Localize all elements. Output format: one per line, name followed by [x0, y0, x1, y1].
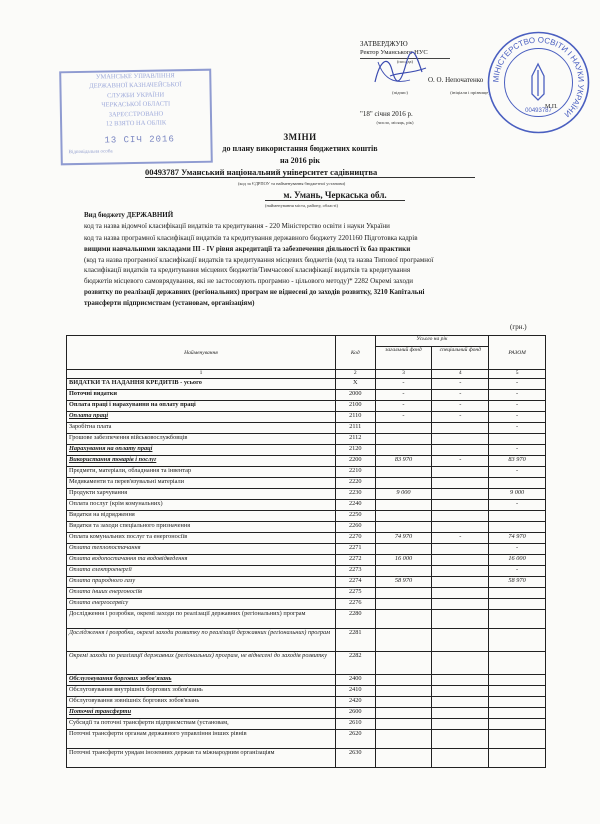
- position-caption: (посада): [396, 59, 414, 65]
- table-row: [67, 610, 546, 629]
- row-code: 2112: [335, 434, 375, 445]
- row-name: Грошове забезпечення військовослужбовців: [67, 434, 336, 445]
- row-special-fund: [432, 588, 489, 599]
- stamp-line: 12 ВЗЯТО НА ОБЛІК: [105, 119, 167, 128]
- row-special-fund: -: [432, 456, 489, 467]
- body-line: (код та назва програмної класифікації видатків та кредитування місцевих бюджетів (код та назва Типової програмної: [84, 256, 434, 264]
- row-general-fund: -: [375, 390, 432, 401]
- row-total: [489, 434, 546, 445]
- row-general-fund: 58 970: [375, 577, 432, 588]
- approval-heading: ЗАТВЕРДЖУЮ: [360, 40, 408, 48]
- row-total: [489, 522, 546, 533]
- index-cell: 3: [375, 370, 432, 379]
- row-general-fund: 74 970: [375, 533, 432, 544]
- row-total: -: [489, 544, 546, 555]
- body-line: код та назва програмної класифікації видатків та кредитування державного бюджету 2201160 Підготовка кадрів: [84, 234, 418, 242]
- row-special-fund: -: [432, 533, 489, 544]
- row-special-fund: [432, 500, 489, 511]
- col-header-name: Найменування: [67, 336, 336, 370]
- row-total: [489, 749, 546, 768]
- table-row: [67, 629, 546, 652]
- row-general-fund: [375, 500, 432, 511]
- table-row: [67, 533, 546, 544]
- row-name: Продукти харчування: [67, 489, 336, 500]
- table-row: [67, 749, 546, 768]
- table-row: [67, 478, 546, 489]
- row-special-fund: [432, 544, 489, 555]
- row-name: Дослідження і розробки, окремі заходи розвитку по реалізації державних (регіональних) програм: [67, 629, 336, 652]
- row-total: 74 970: [489, 533, 546, 544]
- body-line: код та назва відомчої класифікації видатків та кредитування - 220 Міністерство освіти і науки України: [84, 222, 390, 230]
- row-code: 2000: [335, 390, 375, 401]
- signature-caption: (підпис): [392, 90, 408, 95]
- row-code: 2230: [335, 489, 375, 500]
- table-row: [67, 434, 546, 445]
- table-row: [67, 730, 546, 749]
- row-total: -: [489, 467, 546, 478]
- stamp-line: ДЕРЖАВНОЇ КАЗНАЧЕЙСЬКОЇ: [89, 81, 182, 91]
- row-name: Використання товарів і послуг: [67, 456, 336, 467]
- row-special-fund: -: [432, 412, 489, 423]
- body-line: вищими навчальними закладами ІІІ - ІV рівня акредитації та забезпечення діяльності їх баз практики: [84, 245, 411, 253]
- row-total: 9 000: [489, 489, 546, 500]
- row-total: 83 970: [489, 456, 546, 467]
- row-general-fund: [375, 610, 432, 629]
- row-special-fund: [432, 434, 489, 445]
- col-header-code: Код: [335, 336, 375, 370]
- row-general-fund: 16 000: [375, 555, 432, 566]
- index-row: [67, 370, 546, 379]
- row-code: 2111: [335, 423, 375, 434]
- row-total: [489, 719, 546, 730]
- stamp-line: СЛУЖБИ УКРАЇНИ: [107, 91, 165, 100]
- row-total: 58 970: [489, 577, 546, 588]
- row-special-fund: [432, 719, 489, 730]
- index-cell: 5: [489, 370, 546, 379]
- row-code: 2620: [335, 730, 375, 749]
- row-special-fund: [432, 686, 489, 697]
- table-body: [67, 379, 546, 768]
- table-row: [67, 577, 546, 588]
- stamp-line: ЗАРЕЄСТРОВАНО: [108, 110, 164, 119]
- seal-mark: М.П.: [545, 104, 558, 110]
- row-total: [489, 599, 546, 610]
- row-total: [489, 708, 546, 719]
- row-total: 16 000: [489, 555, 546, 566]
- row-name: Поточні видатки: [67, 390, 336, 401]
- row-total: [489, 652, 546, 675]
- row-special-fund: [432, 445, 489, 456]
- row-general-fund: [375, 749, 432, 768]
- approval-position: Ректор Уманського НУС: [360, 49, 450, 59]
- row-code: 2110: [335, 412, 375, 423]
- col-header-total: РАЗОМ: [489, 336, 546, 370]
- row-name: Обслуговування зовнішніх боргових зобов'язань: [67, 697, 336, 708]
- table-row: [67, 652, 546, 675]
- row-name: Оплата праці: [67, 412, 336, 423]
- index-cell: 1: [67, 370, 336, 379]
- row-name: Видатки та заходи спеціального призначення: [67, 522, 336, 533]
- row-code: 2220: [335, 478, 375, 489]
- row-code: 2282: [335, 652, 375, 675]
- table-row: [67, 500, 546, 511]
- row-special-fund: [432, 566, 489, 577]
- row-general-fund: [375, 719, 432, 730]
- row-total: -: [489, 445, 546, 456]
- row-name: ВИДАТКИ ТА НАДАННЯ КРЕДИТІВ - усього: [67, 379, 336, 390]
- table-row: [67, 675, 546, 686]
- table-row: [67, 708, 546, 719]
- row-special-fund: [432, 629, 489, 652]
- org-caption: (код за ЄДРПОУ та найменування бюджетної установи): [238, 181, 346, 186]
- row-name: Нарахування на оплату праці: [67, 445, 336, 456]
- row-special-fund: [432, 489, 489, 500]
- row-total: -: [489, 390, 546, 401]
- table-row: [67, 489, 546, 500]
- row-name: Обслуговування внутрішніх боргових зобов'язань: [67, 686, 336, 697]
- row-name: Оплата теплопостачання: [67, 544, 336, 555]
- row-special-fund: [432, 652, 489, 675]
- row-total: [489, 697, 546, 708]
- table-row: [67, 379, 546, 390]
- row-general-fund: 9 000: [375, 489, 432, 500]
- table-row: [67, 401, 546, 412]
- row-general-fund: [375, 423, 432, 434]
- budget-table: [66, 335, 546, 768]
- row-name: Медикаменти та перев'язувальні матеріали: [67, 478, 336, 489]
- doc-subtitle: до плану використання бюджетних коштів: [222, 144, 378, 153]
- row-special-fund: -: [432, 401, 489, 412]
- table-row: [67, 522, 546, 533]
- row-general-fund: [375, 686, 432, 697]
- row-general-fund: [375, 522, 432, 533]
- row-general-fund: [375, 588, 432, 599]
- row-special-fund: [432, 730, 489, 749]
- row-special-fund: [432, 555, 489, 566]
- row-name: Субсидії та поточні трансферти підприємствам (установам,: [67, 719, 336, 730]
- row-code: 2274: [335, 577, 375, 588]
- row-name: Оплата інших енергоносіїв: [67, 588, 336, 599]
- table-row: [67, 555, 546, 566]
- row-code: Х: [335, 379, 375, 390]
- body-line: класифікації видатків та кредитування місцевих бюджетів/Тимчасової класифікації видатків та кредитування: [84, 266, 411, 274]
- row-special-fund: [432, 522, 489, 533]
- signature-image: [370, 50, 430, 90]
- row-special-fund: [432, 478, 489, 489]
- doc-heading: ЗМІНИ: [283, 132, 317, 142]
- row-general-fund: [375, 445, 432, 456]
- row-general-fund: [375, 566, 432, 577]
- row-total: [489, 629, 546, 652]
- body-line: розвитку по реалізації державних (регіональних) програм не віднесені до заходів розвитку, 3210 Капітальні: [84, 288, 425, 296]
- row-special-fund: [432, 708, 489, 719]
- row-code: 2250: [335, 511, 375, 522]
- row-code: 2410: [335, 686, 375, 697]
- row-special-fund: [432, 577, 489, 588]
- date-caption: (число, місяць, рік): [376, 120, 414, 125]
- row-code: 2630: [335, 749, 375, 768]
- row-special-fund: -: [432, 379, 489, 390]
- row-special-fund: [432, 423, 489, 434]
- row-code: 2273: [335, 566, 375, 577]
- body-line: трансферти підприємствам (установам, організаціям): [84, 299, 255, 307]
- table-row: [67, 445, 546, 456]
- table-row: [67, 566, 546, 577]
- table-row: [67, 719, 546, 730]
- row-code: 2100: [335, 401, 375, 412]
- row-code: 2276: [335, 599, 375, 610]
- row-name: Заробітна плата: [67, 423, 336, 434]
- row-code: 2610: [335, 719, 375, 730]
- row-total: [489, 610, 546, 629]
- row-general-fund: -: [375, 379, 432, 390]
- row-name: Оплата енергосервісу: [67, 599, 336, 610]
- row-total: [489, 478, 546, 489]
- row-code: 2270: [335, 533, 375, 544]
- row-general-fund: -: [375, 401, 432, 412]
- round-seal: [486, 30, 591, 135]
- row-special-fund: -: [432, 390, 489, 401]
- row-name: Оплата послуг (крім комунальних): [67, 500, 336, 511]
- table-row: [67, 599, 546, 610]
- row-general-fund: [375, 708, 432, 719]
- row-code: 2280: [335, 610, 375, 629]
- row-general-fund: [375, 599, 432, 610]
- index-cell: 2: [335, 370, 375, 379]
- index-cell: 4: [432, 370, 489, 379]
- name-caption: (ініціали і прізвище): [450, 90, 490, 95]
- unit-label: (грн.): [510, 323, 527, 331]
- row-total: [489, 675, 546, 686]
- row-general-fund: [375, 730, 432, 749]
- row-general-fund: [375, 434, 432, 445]
- row-code: 2272: [335, 555, 375, 566]
- row-general-fund: [375, 511, 432, 522]
- row-code: 2275: [335, 588, 375, 599]
- table-row: [67, 423, 546, 434]
- row-name: Предмети, матеріали, обладнання та інвентар: [67, 467, 336, 478]
- row-total: [489, 730, 546, 749]
- row-name: Поточні трансферти органам державного управління інших рівнів: [67, 730, 336, 749]
- row-name: Видатки на відрядження: [67, 511, 336, 522]
- row-name: Окремі заходи по реалізації державних (регіональних) програм, не віднесені до заходів розвитку: [67, 652, 336, 675]
- row-total: [489, 686, 546, 697]
- row-name: Поточні трансферти урядам іноземних держав та міжнародним організаціям: [67, 749, 336, 768]
- row-special-fund: [432, 599, 489, 610]
- table-row: [67, 511, 546, 522]
- row-code: 2120: [335, 445, 375, 456]
- table-row: [67, 467, 546, 478]
- stamp-responsible: Відповідальна особа: [68, 149, 113, 156]
- row-special-fund: [432, 697, 489, 708]
- row-general-fund: [375, 467, 432, 478]
- row-code: 2281: [335, 629, 375, 652]
- row-general-fund: [375, 478, 432, 489]
- stamp-line: УМАНСЬКЕ УПРАВЛІННЯ: [95, 72, 175, 81]
- seal-text: МІНІСТЕРСТВО ОСВІТИ І НАУКИ УКРАЇНИ: [491, 35, 586, 119]
- table-row: [67, 456, 546, 467]
- row-code: 2210: [335, 467, 375, 478]
- col-header-year: Усього на рік: [375, 336, 489, 347]
- row-name: Оплата водопостачання та водовідведення: [67, 555, 336, 566]
- row-total: -: [489, 412, 546, 423]
- row-name: Оплата електроенергії: [67, 566, 336, 577]
- row-name: Обслуговування боргових зобов'язань: [67, 675, 336, 686]
- org-city: м. Умань, Черкаська обл.: [265, 190, 405, 201]
- row-code: 2260: [335, 522, 375, 533]
- row-total: [489, 511, 546, 522]
- approval-date: "18" січня 2016 р.: [360, 110, 413, 118]
- row-general-fund: [375, 629, 432, 652]
- row-total: -: [489, 379, 546, 390]
- row-general-fund: 83 970: [375, 456, 432, 467]
- table-row: [67, 544, 546, 555]
- table-row: [67, 588, 546, 599]
- row-code: 2600: [335, 708, 375, 719]
- row-code: 2420: [335, 697, 375, 708]
- budget-type: Вид бюджету ДЕРЖАВНИЙ: [84, 211, 174, 219]
- org-name: 00493787 Уманський національний університет садівництва: [145, 167, 475, 178]
- row-total: [489, 588, 546, 599]
- row-name: Оплата природного газу: [67, 577, 336, 588]
- doc-year: на 2016 рік: [280, 156, 320, 165]
- row-name: Оплата праці і нарахування на оплату праці: [67, 401, 336, 412]
- stamp-line: ЧЕРКАСЬКОЇ ОБЛАСТІ: [101, 100, 171, 109]
- approval-name: О. О. Непочатенко: [428, 76, 484, 84]
- table-row: [67, 412, 546, 423]
- row-general-fund: -: [375, 412, 432, 423]
- row-total: -: [489, 566, 546, 577]
- row-special-fund: [432, 749, 489, 768]
- row-name: Оплата комунальних послуг та енергоносіїв: [67, 533, 336, 544]
- row-special-fund: [432, 511, 489, 522]
- row-code: 2240: [335, 500, 375, 511]
- row-total: -: [489, 500, 546, 511]
- row-code: 2200: [335, 456, 375, 467]
- row-general-fund: [375, 675, 432, 686]
- row-total: -: [489, 401, 546, 412]
- row-special-fund: [432, 675, 489, 686]
- row-special-fund: [432, 467, 489, 478]
- col-header-general: загальний фонд: [375, 347, 432, 370]
- row-total: -: [489, 423, 546, 434]
- city-caption: (найменування міста, району, області): [265, 203, 338, 208]
- table-row: [67, 697, 546, 708]
- body-line: бюджетів місцевого самоврядування, які не застосовують програмно - цільового методу)* 2282 Окремі заходи: [84, 277, 414, 285]
- row-general-fund: [375, 652, 432, 675]
- seal-code: 00493787: [525, 108, 552, 114]
- table-row: [67, 686, 546, 697]
- row-general-fund: [375, 544, 432, 555]
- row-code: 2271: [335, 544, 375, 555]
- row-name: Дослідження і розробки, окремі заходи по реалізації державних (регіональних) програм: [67, 610, 336, 629]
- row-name: Поточні трансферти: [67, 708, 336, 719]
- row-special-fund: [432, 610, 489, 629]
- col-header-special: спеціальний фонд: [432, 347, 489, 370]
- row-general-fund: [375, 697, 432, 708]
- stamp-date: 13 СІЧ 2016: [104, 134, 175, 146]
- table-row: [67, 390, 546, 401]
- row-code: 2400: [335, 675, 375, 686]
